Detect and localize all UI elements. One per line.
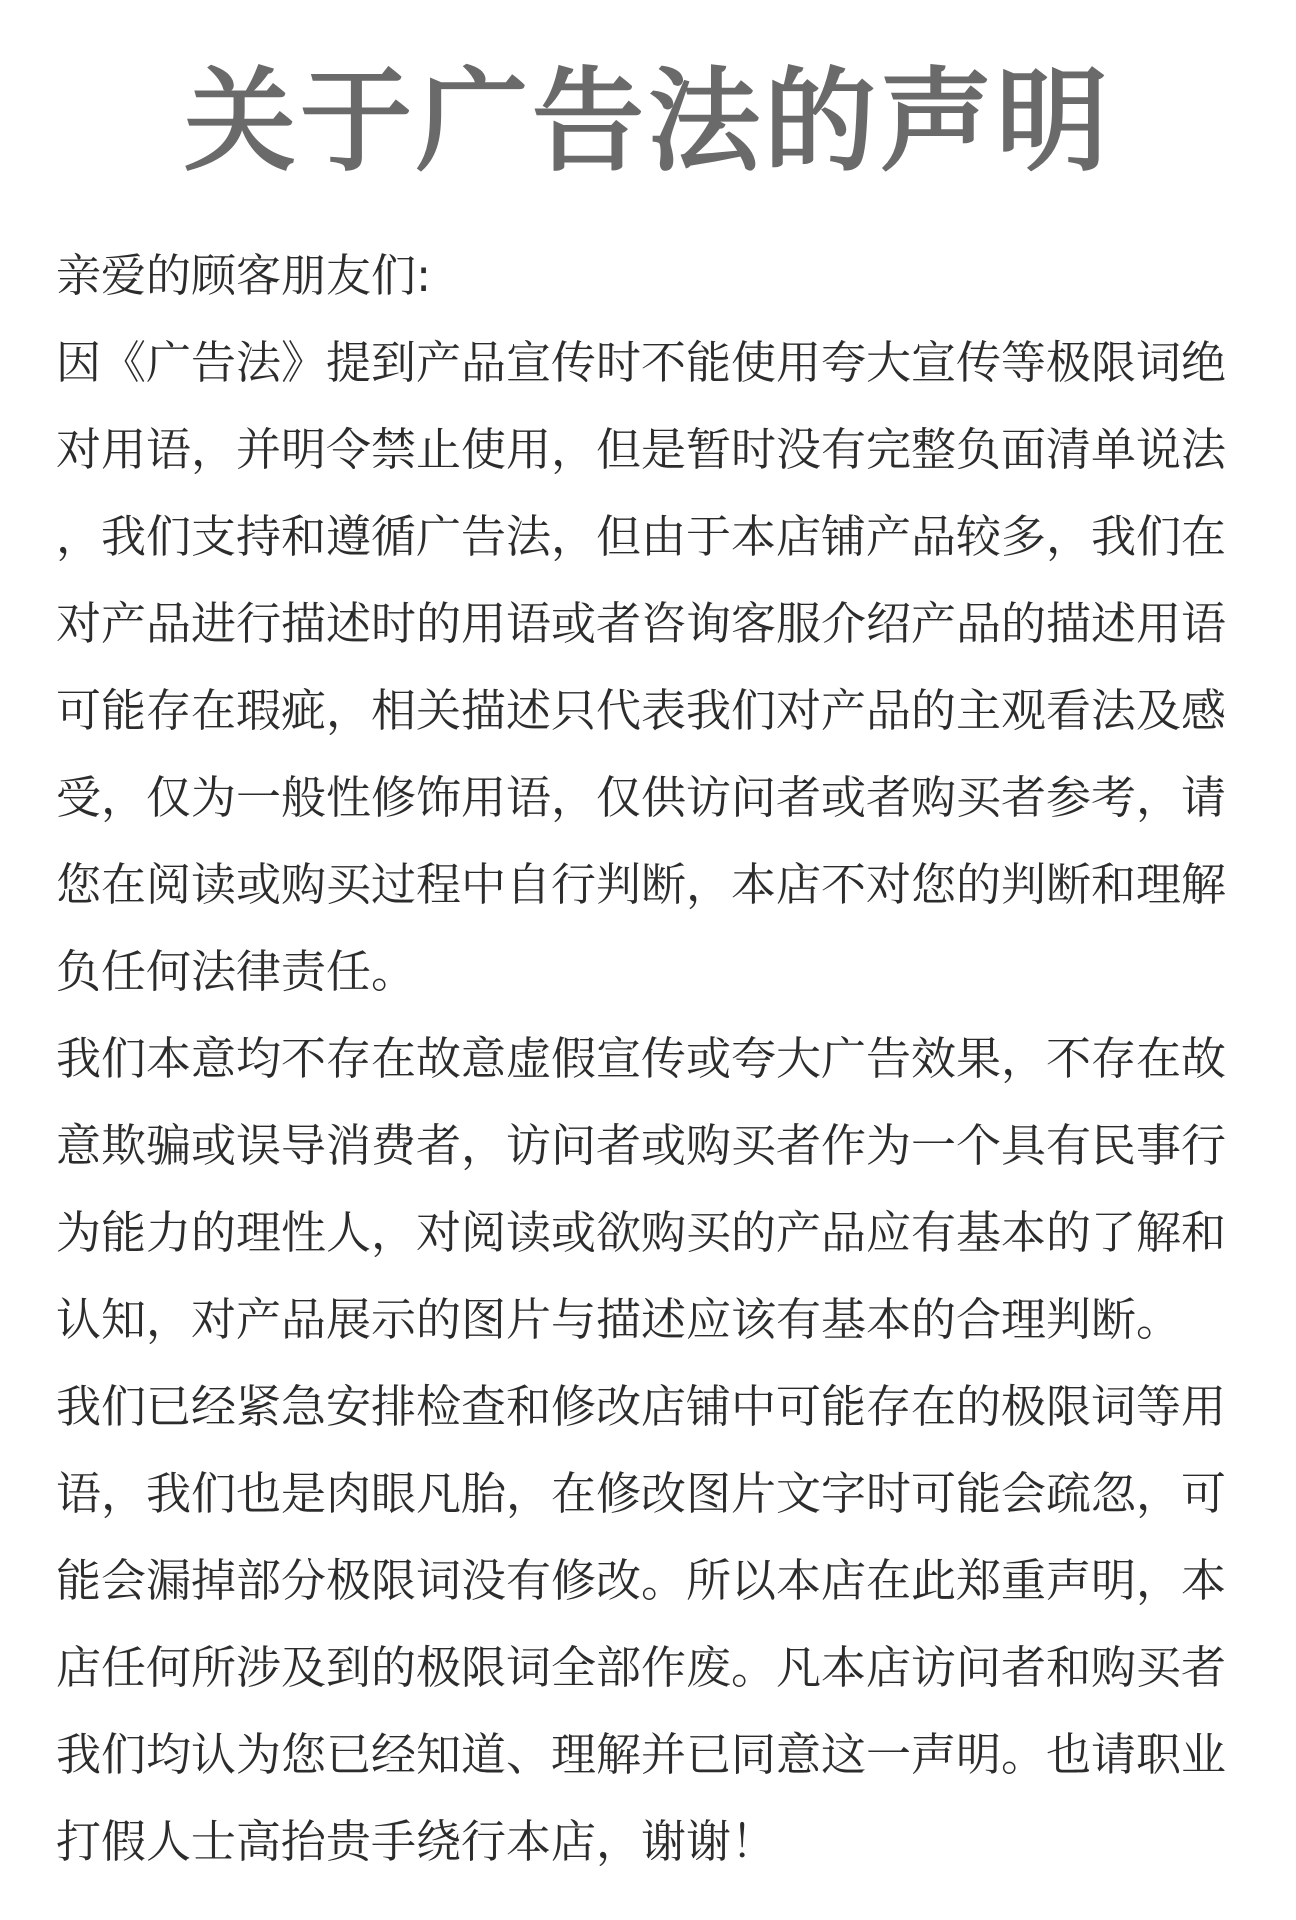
body-line: 能会漏掉部分极限词没有修改。所以本店在此郑重声明，本 <box>56 1554 1227 1607</box>
body-line: 意欺骗或误导消费者，访问者或购买者作为一个具有民事行 <box>56 1119 1227 1172</box>
body-line: 店任何所涉及到的极限词全部作废。凡本店访问者和购买者 <box>56 1641 1227 1694</box>
body-line: 受，仅为一般性修饰用语，仅供访问者或者购买者参考，请 <box>56 771 1227 824</box>
body-line: 负任何法律责任。 <box>56 945 417 998</box>
body-line: 我们本意均不存在故意虚假宣传或夸大广告效果，不存在故 <box>56 1032 1227 1085</box>
greeting-line: 亲爱的顾客朋友们: <box>56 249 432 302</box>
body-line: 打假人士高抬贵手绕行本店，谢谢！ <box>56 1815 777 1868</box>
body-line: 对产品进行描述时的用语或者咨询客服介绍产品的描述用语 <box>56 597 1227 650</box>
page-title: 关于广告法的声明 <box>184 57 1112 187</box>
statement-body <box>56 232 1236 1885</box>
body-line: 对用语，并明令禁止使用，但是暂时没有完整负面清单说法 <box>56 423 1227 476</box>
body-line: 认知，对产品展示的图片与描述应该有基本的合理判断。 <box>56 1293 1182 1346</box>
body-line: 可能存在瑕疵，相关描述只代表我们对产品的主观看法及感 <box>56 684 1227 737</box>
body-line: 因《广告法》提到产品宣传时不能使用夸大宣传等极限词绝 <box>56 336 1227 389</box>
body-line: 我们均认为您已经知道、理解并已同意这一声明。也请职业 <box>56 1728 1227 1781</box>
body-line: ，我们支持和遵循广告法，但由于本店铺产品较多，我们在 <box>56 510 1227 563</box>
body-line: 您在阅读或购买过程中自行判断，本店不对您的判断和理解 <box>56 858 1227 911</box>
body-line: 语，我们也是肉眼凡胎，在修改图片文字时可能会疏忽，可 <box>56 1467 1227 1520</box>
body-line: 为能力的理性人，对阅读或欲购买的产品应有基本的了解和 <box>56 1206 1227 1259</box>
body-line: 我们已经紧急安排检查和修改店铺中可能存在的极限词等用 <box>56 1380 1227 1433</box>
